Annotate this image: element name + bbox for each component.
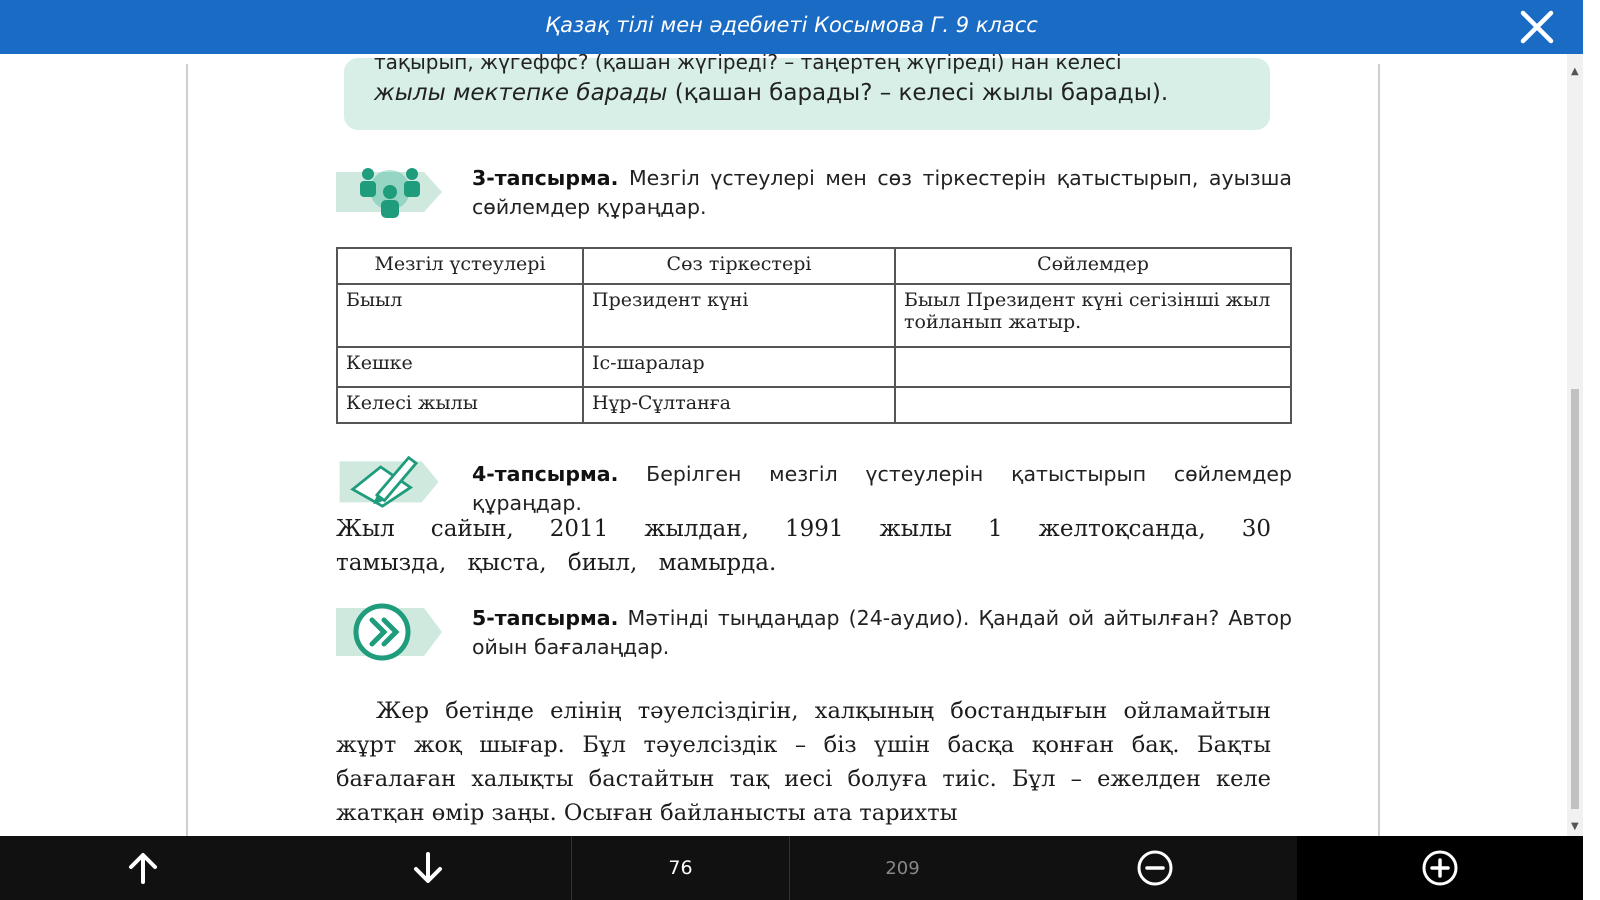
table-cell — [895, 387, 1291, 423]
vertical-scrollbar[interactable] — [1567, 54, 1583, 836]
rule-line-1: тақырып, жүгеффс? (қашан жүгіреді? – таңертең жүгіреді) нан келесі — [374, 54, 1122, 74]
current-page-field[interactable] — [571, 836, 789, 900]
scroll-up-arrow-icon[interactable]: ▲ — [1571, 66, 1579, 77]
table-row — [337, 284, 1291, 347]
table-cell: Быыл Президент күні сегізінші жыл тойланып жатыр. — [895, 284, 1291, 347]
table-cell: Быыл — [337, 284, 583, 347]
next-page-button[interactable] — [285, 836, 570, 900]
task-5-label: 5-тапсырма. — [472, 606, 619, 630]
table-cell: Іс-шаралар — [583, 347, 895, 387]
table-row — [337, 347, 1291, 387]
zoom-out-icon — [1136, 849, 1174, 887]
book-page — [186, 54, 1380, 836]
arrow-up-icon — [125, 850, 161, 886]
table-cell: Нұр-Сұлтанға — [583, 387, 895, 423]
table-row — [337, 387, 1291, 423]
task-5-text: Мәтінді тыңдаңдар (24-аудио). Қандай ой айтылған? Автор ойын бағалаңдар. — [472, 606, 1292, 659]
total-pages-number: 209 — [885, 857, 920, 879]
zoom-out-button[interactable] — [1015, 836, 1295, 900]
zoom-in-icon — [1421, 849, 1459, 887]
prev-page-button[interactable] — [0, 836, 285, 900]
task-3-label: 3-тапсырма. — [472, 166, 619, 190]
task-5-paragraph: Жер бетінде елінің тәуелсіздігін, халқының бостандығын ойламайтын жұрт жоқ шығар. Бұл тәуелсіздік – біз үшін басқа қонған бақ. Бақты бағалаған халықты бастайтын тақ иесі болуға тиіс. Бұл – ежелден келе жатқан өмір заңы. Осыған байланысты ата тарихты — [336, 698, 1271, 826]
table-header: Мезгіл үстеулері — [337, 248, 583, 284]
book-title: Қазақ тілі мен әдебиеті Косымова Г. 9 класс — [545, 13, 1038, 37]
table-cell: Келесі жылы — [337, 387, 583, 423]
zoom-in-button[interactable] — [1297, 836, 1583, 900]
task-3-text: Мезгіл үстеулері мен сөз тіркестерін қатыстырып, ауызша сөйлемдер құраңдар. — [472, 166, 1292, 219]
bottom-toolbar — [0, 836, 1583, 900]
task-4 — [336, 452, 1292, 515]
window-edge — [1583, 0, 1600, 900]
table-cell — [895, 347, 1291, 387]
table-cell: Президент күні — [583, 284, 895, 347]
scrollbar-thumb[interactable] — [1571, 389, 1579, 809]
title-bar — [0, 0, 1583, 54]
task-4-text: Берілген мезгіл үстеулерін қатыстырып сөйлемдер құраңдар. — [472, 462, 1292, 515]
adverb-table — [336, 247, 1292, 424]
group-discussion-icon — [336, 164, 444, 220]
task-3 — [336, 164, 1292, 228]
task-4-paragraph: Жыл сайын, 2011 жылдан, 1991 жылы 1 желтоқсанда, 30 тамызда, қыста, биыл, мамырда. — [336, 516, 1271, 576]
audio-play-icon — [336, 596, 444, 668]
rule-line-2 — [374, 80, 1168, 106]
task-5 — [336, 596, 1292, 676]
arrow-down-icon — [410, 850, 446, 886]
scroll-down-arrow-icon[interactable]: ▼ — [1571, 821, 1579, 832]
table-header-row — [337, 248, 1291, 284]
total-pages — [789, 836, 1015, 900]
rule-line-2-italic: жылы мектепке барады — [374, 80, 668, 106]
task-4-label: 4-тапсырма. — [472, 462, 619, 486]
table-header: Сөз тіркестері — [583, 248, 895, 284]
table-header: Сөйлемдер — [895, 248, 1291, 284]
table-cell: Кешке — [337, 347, 583, 387]
pencil-writing-icon — [336, 452, 444, 508]
document-viewport[interactable] — [0, 54, 1567, 836]
current-page-number: 76 — [668, 857, 693, 879]
rule-line-2-rest: (қашан барады? – келесі жылы барады). — [667, 80, 1169, 106]
rule-box — [344, 54, 1270, 130]
close-icon[interactable] — [1519, 9, 1555, 45]
